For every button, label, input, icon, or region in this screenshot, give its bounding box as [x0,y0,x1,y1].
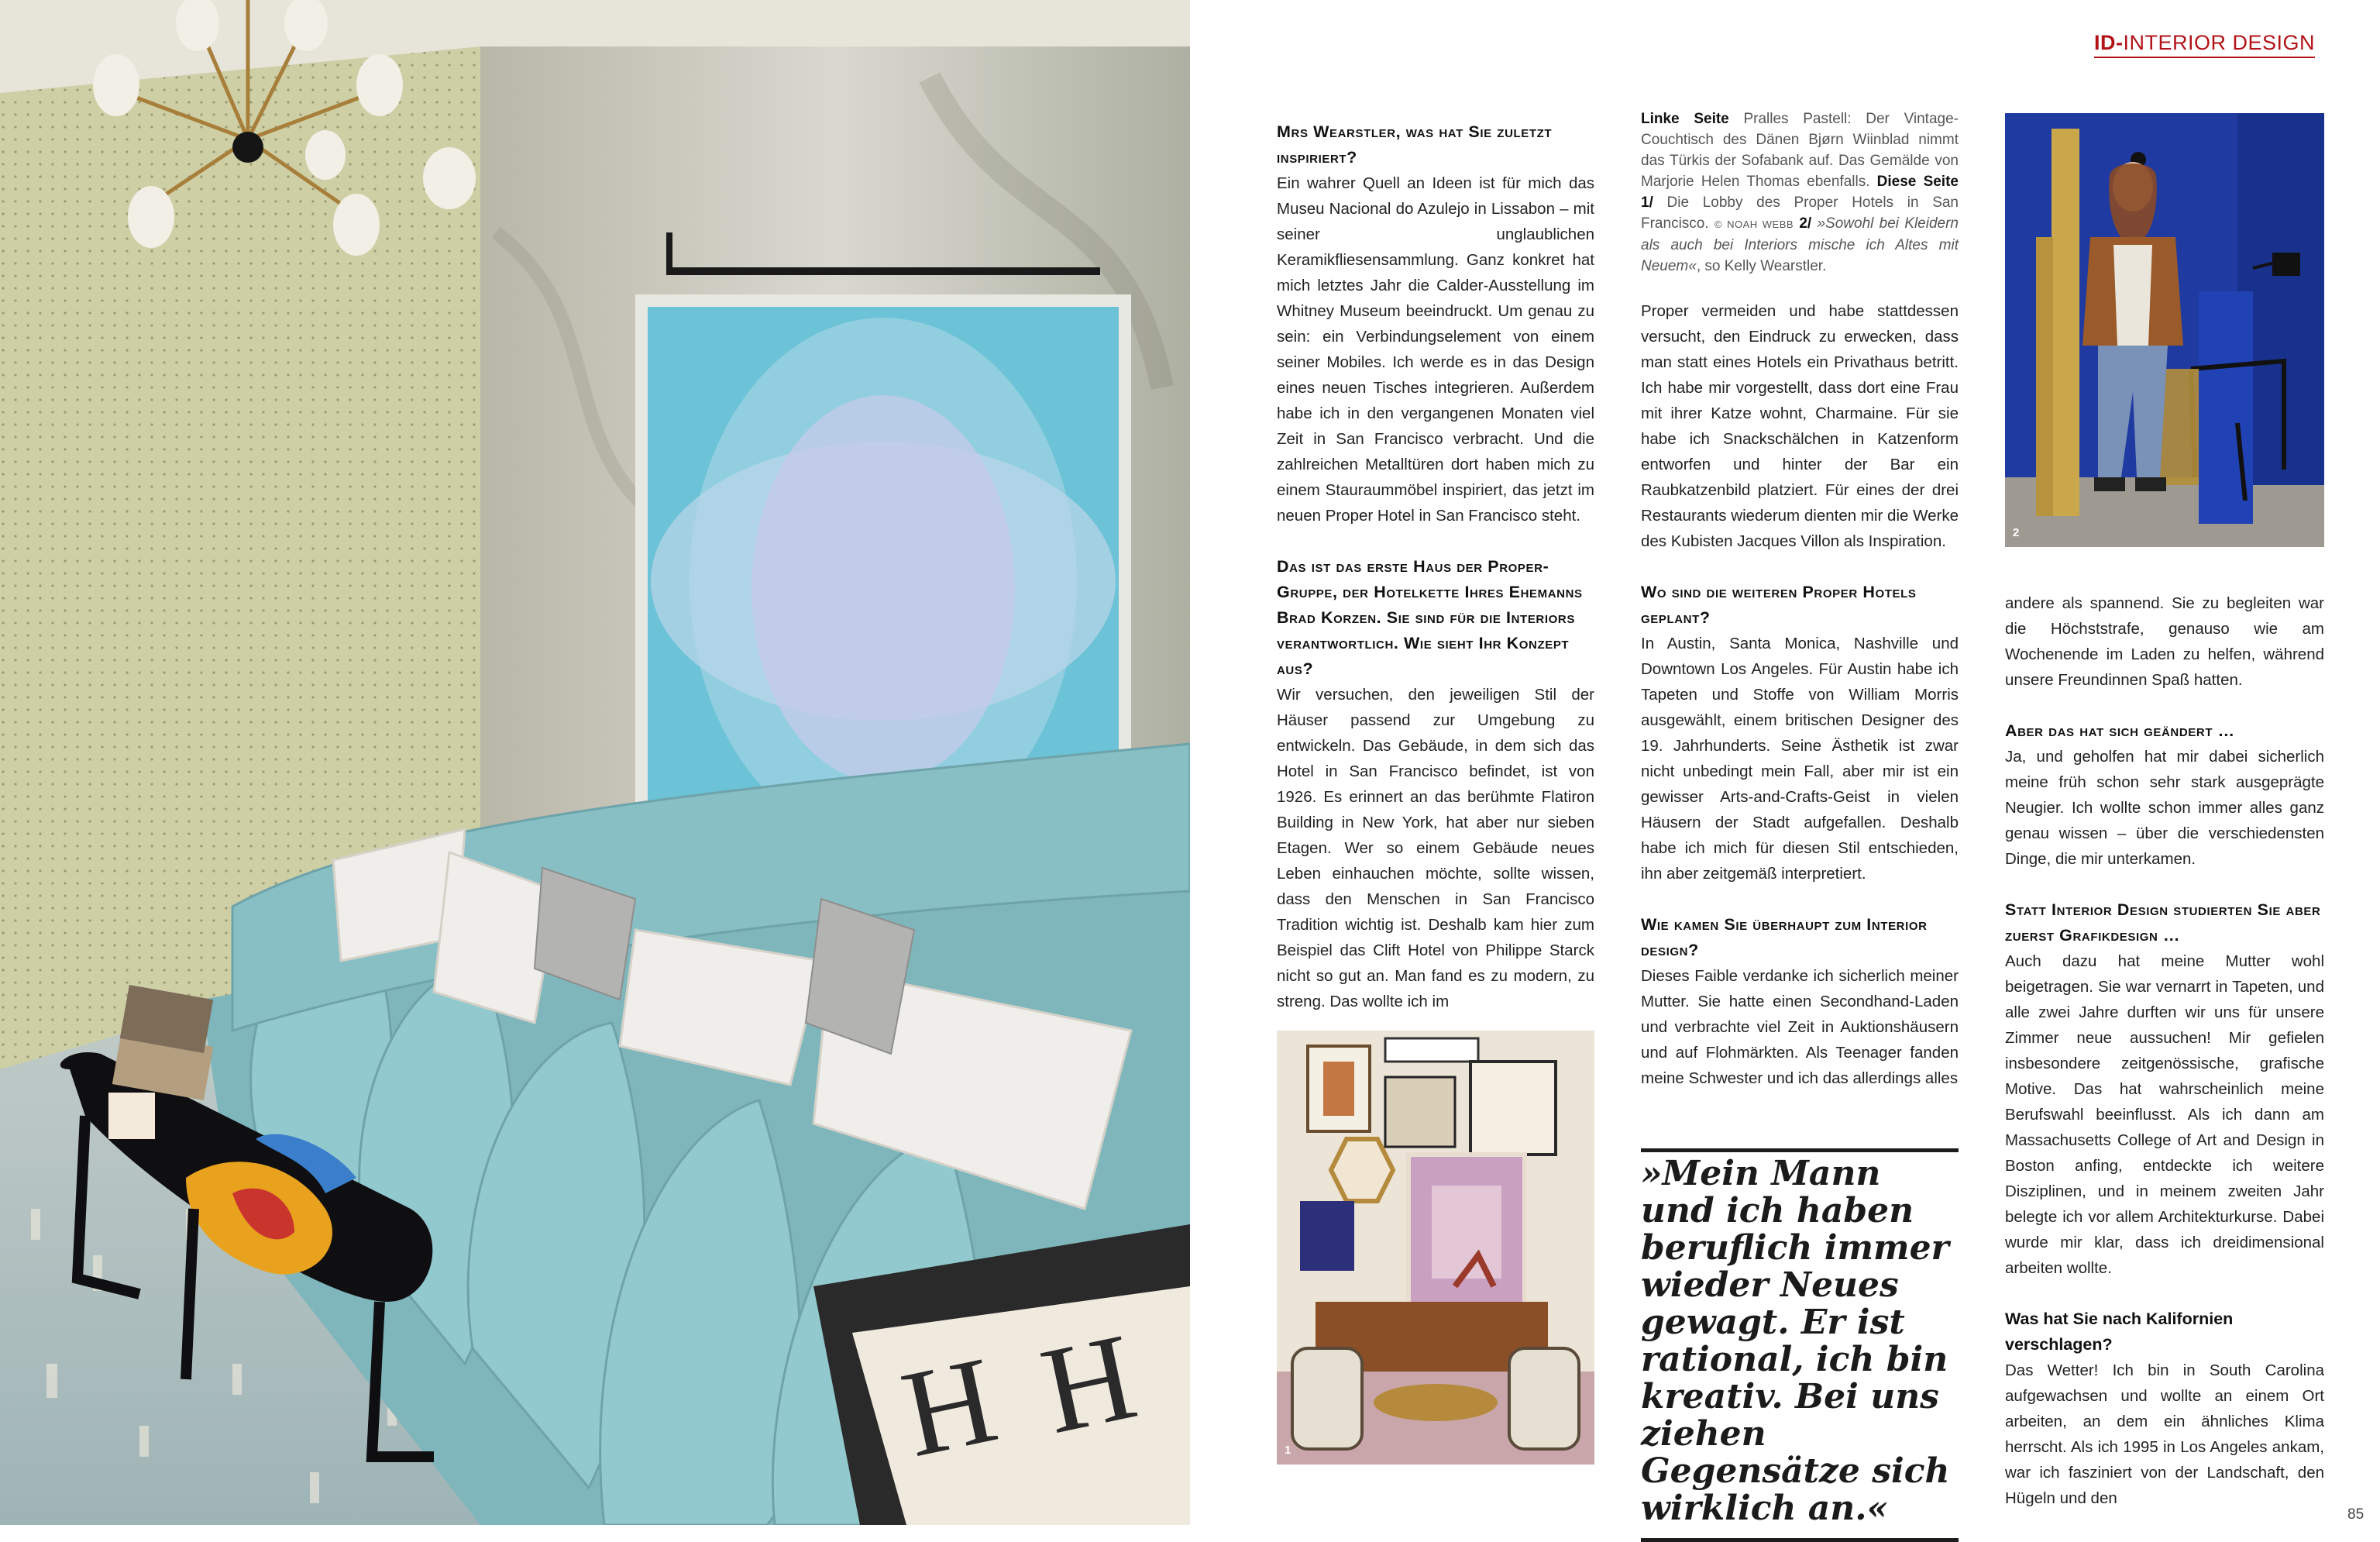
text-column-1 [1277,119,1594,1014]
answer-paragraph: andere als spannend. Sie zu begleiten war die Höchststrafe, genauso wie am Wochenende im Laden zu helfen, während unsere Freundinnen Spaß hatten. [2005,594,2324,689]
caption-text: Pralles Pastell: Der Vintage-Couchtisch des Dänen Bjørn Wiinblad nimmt das Türkis der Sofabank auf. Das Gemälde von Marjorie Helen Thomas ebenfalls. [1641,111,1959,190]
lobby-illustration [1277,1031,1594,1465]
answer-paragraph: Ja, und geholfen hat mir dabei sicherlich meine früh schon sehr stark ausgeprägte Neugier. Ich wollte schon immer alles ganz genau wissen – über die verschiedensten Dinge, die mir unterkamen. [2005,748,2324,868]
gallery-wall-photo [1277,1031,1594,1465]
caption-label: 2/ [1794,215,1818,232]
section-tag [2094,31,2315,58]
caption-label: Linke Seite [1641,111,1729,127]
question-heading: Mrs Wearstler, was hat Sie zuletzt inspiriert? [1277,122,1553,167]
pull-quote: »Mein Mann und ich haben beruflich immer wieder Neues gewagt. Er ist rational, ich bin kreativ. Bei uns ziehen Gegensätze sich wirklich an.« [1641,1148,1959,1542]
portrait-photo [2005,113,2324,547]
answer-paragraph: In Austin, Santa Monica, Nashville und Downtown Los Angeles. Für Austin habe ich Tapeten und Stoffe von William Morris ausgewählt, einem britischen Designer des 19. Jahrhunderts. Seine Ästhetik ist zwar nicht unbedingt mein Fall, aber mir ist ein gewisser Arts-and-Crafts-Geist in vielen Häusern der Stadt aufgefallen. Deshalb habe ich mich für diesen Stil entschieden, ihn aber zeitgemäß interpretiert. [1641,635,1959,883]
answer-paragraph: Ein wahrer Quell an Ideen ist für mich das Museu Nacional do Azulejo in Lissabon – mit seiner unglaublichen Keramikfliesensammlung. Ganz konkret hat mich letztes Jahr die Calder-Ausstellung im Whitney Museum beeindruckt. Um genau zu sein: ein Verbindungselement von einem seiner Mobiles. Ich werde es in das Design eines neuen Tisches integrieren. Außerdem habe ich in den vergangenen Monaten viel Zeit in San Francisco verbracht. Und die zahlreichen Metalltüren dort haben mich zu einem Stauraummöbel inspiriert, das jetzt im neuen Proper Hotel in San Francisco steht. [1277,174,1594,525]
answer-paragraph: Wir versuchen, den jeweiligen Stil der Häuser passend zur Umgebung zu entwickeln. Das Gebäude, in dem sich das Hotel in San Francisco befindet, ist von 1926. Es erinnert an das berühmte Flatiron Building in New York, hat aber nur sieben Etagen. Wer so einem Gebäude neues Leben einhauchen möchte, sollte wissen, dass den Menschen in San Francisco Tradition wichtig ist. Deshalb kam hier zum Beispiel das Clift Hotel von Philippe Starck nicht so gut an. Man fand es zu modern, zu streng. Das wollte ich im [1277,686,1594,1010]
question-heading: Wie kamen Sie überhaupt zum Interior design? [1641,915,1928,959]
question-heading: Was hat Sie nach Kalifornien verschlagen? [2005,1310,2234,1354]
answer-paragraph: Dieses Faible verdanke ich sicherlich meiner Mutter. Sie hatte einen Secondhand-Laden und verbrachte viel Zeit in Auktionshäusern und auf Flohmärkten. Als Teenager fanden meine Schwester und ich das allerdings alles [1641,967,1959,1087]
section-title: INTERIOR DESIGN [2123,31,2315,54]
photo-number: 2 [2013,526,2020,539]
caption-quote: »Sowohl bei Kleidern als auch bei Interiors mische ich Altes mit Neuem« [1641,215,1959,274]
caption-text: Die Lobby des Proper Hotels in San Francisco. [1641,194,1959,232]
photo-credit: © NOAH WEBB [1714,219,1794,230]
portrait-illustration [2005,113,2324,547]
caption-label: Diese Seite 1/ [1641,174,1959,211]
answer-paragraph: Proper vermeiden und habe stattdessen versucht, den Eindruck zu erwecken, dass man statt eines Hotels ein Privathaus betritt. Ich habe mir vorgestellt, dass dort eine Frau mit ihrer Katze wohnt, Charmaine. Für sie habe ich Snackschälchen in Katzenform entworfen und hinter der Bar ein Raubkatzenbild platziert. Für eines der drei Restaurants wiederum dienten mir die Werke des Kubisten Jacques Villon als Inspiration. [1641,302,1959,550]
question-heading: Das ist das erste Haus der Proper-Gruppe, der Hotelkette Ihres Ehemanns Brad Korzen. Sie sind für die Interiors verantwortlich. Wie sieht Ihr Konzept aus? [1277,557,1583,678]
question-heading: Aber das hat sich geändert … [2005,721,2235,740]
text-column-3 [2005,590,2324,1511]
photo-captions [1641,108,1959,277]
photo-number: 1 [1285,1444,1291,1457]
main-interior-photo [0,0,1190,1525]
svg-text:H: H [1030,1306,1147,1461]
page-number: 85 [2347,1506,2365,1523]
text-column-2 [1641,298,1959,1091]
question-heading: Statt Interior Design studierten Sie aber zuerst Grafikdesign … [2005,900,2321,945]
answer-paragraph: Das Wetter! Ich bin in South Carolina aufgewachsen und wollte an einem Ort arbeiten, an dem ein ähnliches Klima herrscht. Als ich 1995 in Los Angeles ankam, war ich fasziniert von der Landschaft, den Hügeln und den [2005,1361,2324,1507]
answer-paragraph: Auch dazu hat meine Mutter wohl beigetragen. Sie war vernarrt in Tapeten, und alle zwei Jahre durften wir uns für unsere Zimmer neue aussuchen! Mir gefielen insbesondere zeitgenössische, grafische Motive. Das hat wahrscheinlich meine Berufswahl beeinflusst. Als ich dann am Massachusetts College of Art and Design in Boston anfing, entdeckte ich weitere Disziplinen, und in meinem zweiten Jahr belegte ich vor allem Architekturkurse. Dabei wurde mir klar, dass ich dreidimensional arbeiten wollte. [2005,952,2324,1277]
svg-text:H: H [891,1330,1008,1484]
caption-text: , so Kelly Wearstler. [1696,258,1827,274]
interior-illustration [0,0,1190,1525]
question-heading: Wo sind die weiteren Proper Hotels geplant? [1641,583,1917,627]
section-prefix: ID- [2093,31,2124,54]
